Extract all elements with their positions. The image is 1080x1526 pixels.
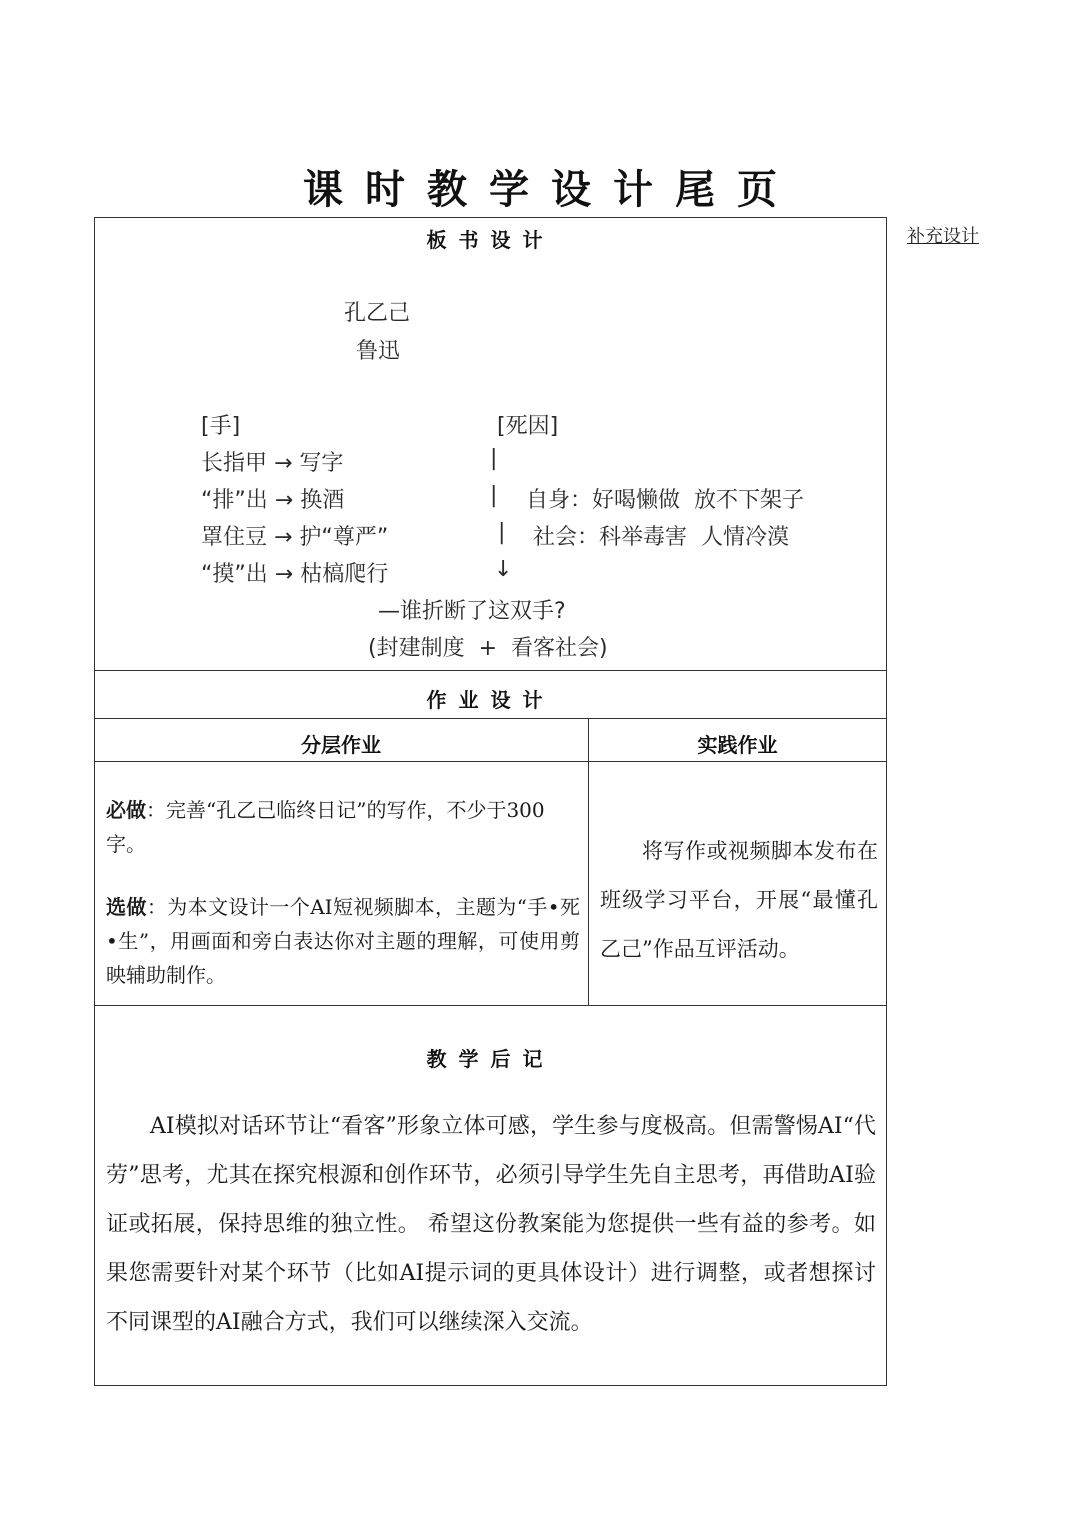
board-question: —谁折断了这双手? (378, 599, 566, 624)
board-row-left: “排”出 → 换酒 (201, 488, 345, 513)
postscript-heading: 教学后记 (426, 1047, 555, 1071)
practice-homework-text: 将写作或视频脚本发布在班级学习平台，开展“最懂孔乙己”作品互评活动。 (600, 839, 878, 961)
divider (94, 718, 887, 719)
required-label: 必做 (106, 798, 146, 822)
board-design-heading: 板书设计 (426, 228, 555, 252)
homework-heading: 作业设计 (426, 688, 555, 712)
optional-text: ：为本文设计一个AI短视频脚本，主题为“手•死•生”，用画面和旁白表达你对主题的理解，可使用剪映辅助制作。 (106, 895, 580, 987)
board-row-bar: | (490, 446, 498, 471)
board-answer: (封建制度 + 看客社会) (368, 636, 608, 661)
layered-homework-header: 分层作业 (301, 733, 381, 757)
board-row-bar: | (490, 483, 498, 508)
board-row-arrow: ↓ (494, 557, 513, 582)
board-row-left: 长指甲 → 写字 (201, 451, 344, 476)
optional-label: 选做 (106, 895, 147, 919)
board-row-left: “摸”出 → 枯槁爬行 (201, 562, 389, 587)
board-author: 鲁迅 (356, 339, 401, 364)
board-row-right: 自身：好喝懒做 放不下架子 (526, 488, 804, 513)
column-divider (588, 718, 589, 1005)
supplementary-design-note[interactable]: 补充设计 (907, 226, 979, 247)
board-row-left: 罩住豆 → 护“尊严” (201, 525, 389, 550)
postscript-text: AI模拟对话环节让“看客”形象立体可感，学生参与度极高。但需警惕AI“代劳”思考，尤其在探究根源和创作环节，必须引导学生先自主思考，再借助AI验证或拓展，保持思维的独立性。 希望这份教案能为您提供一些有益的参考。如果您需要针对某个环节（比如AI提示词的更具体设计）进行调整，或者想探讨不同课型的AI融合方式，我们可以继续深入交流。 (106, 1114, 876, 1335)
required-text: ：完善“孔乙己临终日记”的写作，不少于300字。 (106, 798, 545, 856)
board-left-label: [手] (201, 414, 241, 439)
optional-homework (106, 890, 580, 992)
required-homework (106, 793, 580, 861)
board-title: 孔乙己 (344, 301, 411, 326)
divider (94, 761, 887, 762)
board-row-bar: | (498, 520, 506, 545)
board-row-right: 社会：科举毒害 人情冷漠 (533, 525, 789, 550)
board-right-label: [死因] (497, 414, 559, 439)
divider (94, 670, 887, 671)
practice-homework-header: 实践作业 (697, 733, 778, 757)
divider (94, 1005, 887, 1006)
page-title: 课时教学设计尾页 (303, 166, 799, 213)
